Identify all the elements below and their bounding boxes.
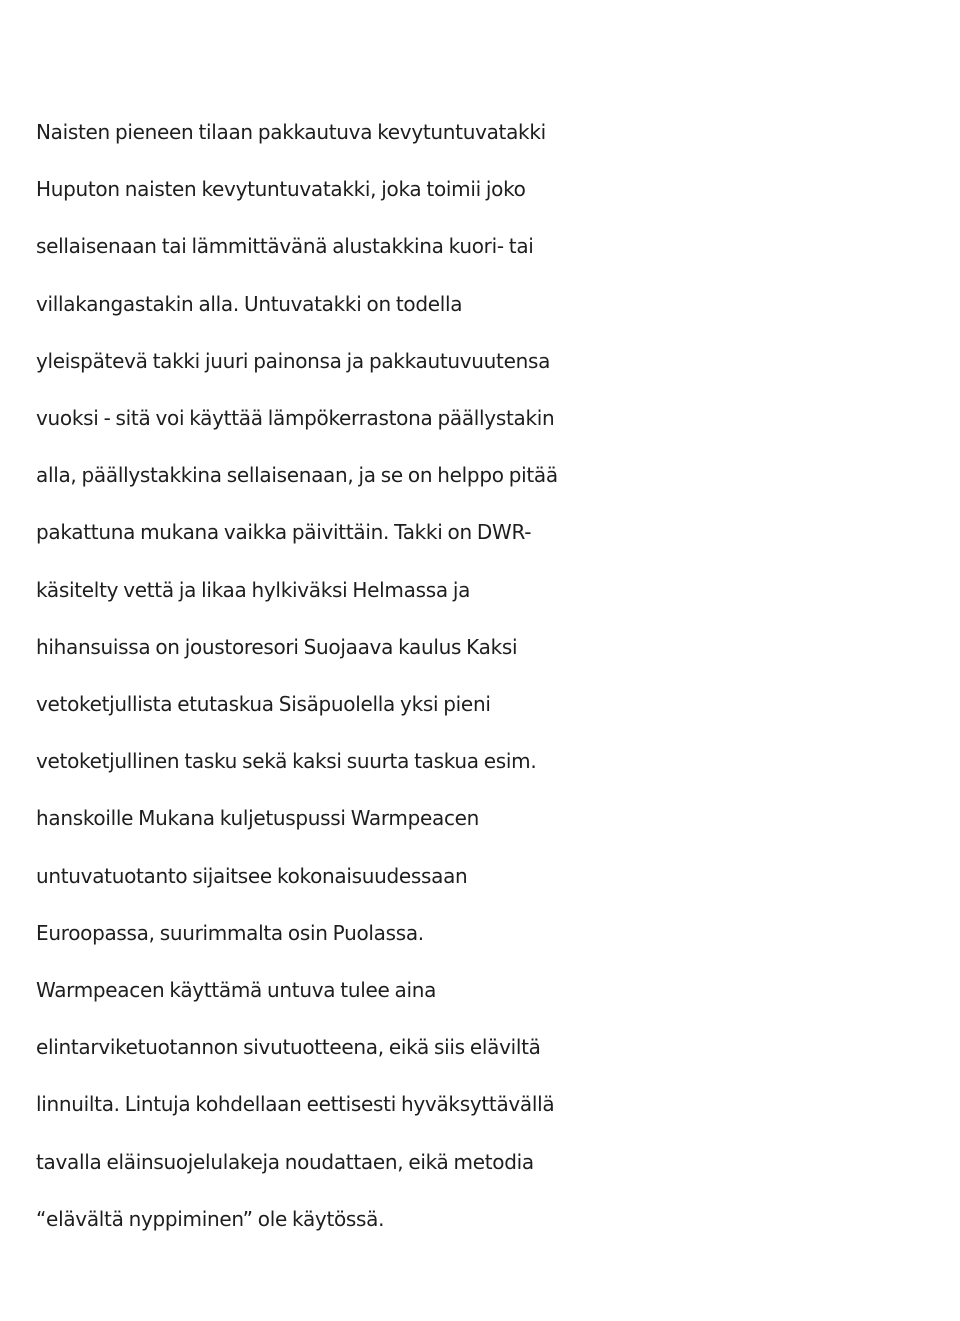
description-line: hanskoille Mukana kuljetuspussi Warmpeacen [36,806,480,831]
description-line: untuvatuotanto sijaitsee kokonaisuudessaan [36,863,468,888]
description-line: “elävältä nyppiminen” ole käytössä. [36,1206,385,1231]
description-line: hihansuissa on joustoresori Suojaava kaulus Kaksi [36,634,518,659]
product-description [36,104,960,1248]
description-line: alla, päällystakkina sellaisenaan, ja se on helppo pitää [36,463,558,488]
description-line: Euroopassa, suurimmalta osin Puolassa. [36,920,424,945]
description-line: Huputon naisten kevytuntuvatakki, joka toimii joko [36,177,526,202]
description-line: vetoketjullinen tasku sekä kaksi suurta taskua esim. [36,749,537,774]
description-line: tavalla eläinsuojelulakeja noudattaen, eikä metodia [36,1149,534,1174]
description-line: Naisten pieneen tilaan pakkautuva kevytuntuvatakki [36,120,546,144]
description-line: villakangastakin alla. Untuvatakki on todella [36,291,463,316]
description-line: käsitelty vettä ja likaa hylkiväksi Helmassa ja [36,577,471,602]
description-line: pakattuna mukana vaikka päivittäin. Takki on DWR- [36,520,532,545]
description-line: linnuilta. Lintuja kohdellaan eettisesti hyväksyttävällä [36,1092,555,1117]
description-line: vetoketjullista etutaskua Sisäpuolella yksi pieni [36,692,491,717]
description-line: sellaisenaan tai lämmittävänä alustakkina kuori- tai [36,234,534,259]
description-line: Warmpeacen käyttämä untuva tulee aina [36,978,437,1003]
description-line: vuoksi - sitä voi käyttää lämpökerrastona päällystakin [36,406,555,431]
description-line: elintarviketuotannon sivutuotteena, eikä siis eläviltä [36,1035,541,1060]
description-line: yleispätevä takki juuri painonsa ja pakkautuvuutensa [36,348,551,373]
